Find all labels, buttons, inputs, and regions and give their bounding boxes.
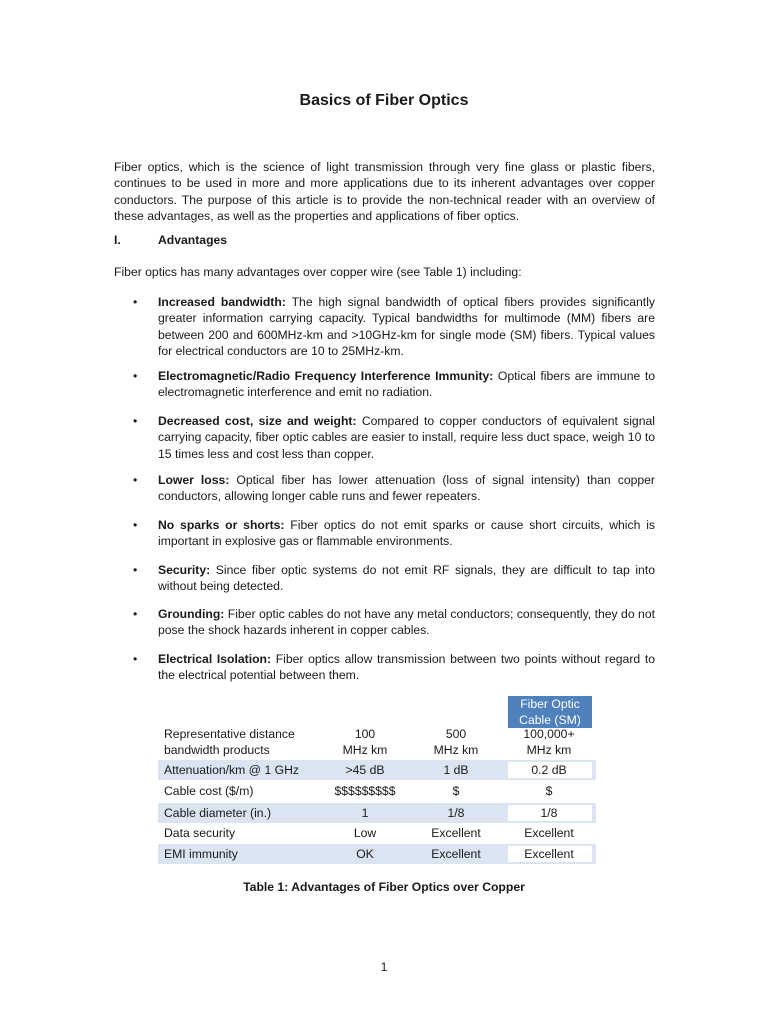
table-cell: OK (356, 847, 374, 861)
bullet-marker: • (133, 369, 138, 383)
table-cell: 1/8 (447, 806, 465, 820)
bullet-marker: • (133, 607, 138, 621)
table-cell: Excellent (431, 847, 481, 861)
page-number: 1 (380, 960, 388, 974)
cell-line: MHz km (526, 743, 572, 757)
cell-line: 100 (354, 727, 376, 741)
lead-paragraph: Fiber optics has many advantages over copper wire (see Table 1) including: (114, 265, 522, 279)
table-cell: 1 (361, 806, 369, 820)
bullet-term: Grounding: (158, 607, 225, 621)
table-cell: 0.2 dB (531, 763, 567, 777)
cell-line: MHz km (342, 743, 388, 757)
list-item (133, 606, 655, 639)
table-caption: Table 1: Advantages of Fiber Optics over Copper (243, 880, 525, 894)
header-line: Fiber Optic (520, 697, 580, 711)
bullet-term: Lower loss: (158, 473, 230, 487)
header-line: Cable (SM) (519, 713, 581, 727)
table-cell: $$$$$$$$$ (334, 784, 396, 798)
list-item (133, 413, 655, 462)
section-heading (114, 233, 227, 247)
bullet-text: Optical fibers are immune to electromagnetic interference and emit no radiation. (158, 369, 655, 400)
table-cell: 1 dB (443, 763, 469, 777)
table-cell: $ (452, 784, 460, 798)
table-row (158, 781, 596, 801)
bullet-text: Compared to copper conductors of equivalent signal carrying capacity, fiber optic cables are easier to install, require less duct space, weigh 10 to 15 times less and cost less than copper. (158, 414, 655, 461)
table-cell: Excellent (524, 826, 574, 840)
section-title: Advantages (158, 233, 228, 247)
cell-line: MHz km (433, 743, 479, 757)
bullet-term: No sparks or shorts: (158, 518, 285, 532)
list-item (133, 562, 655, 595)
document-title: Basics of Fiber Optics (299, 92, 469, 109)
bullet-text: Fiber optics allow transmission between two points without regard to the electrical potential between them. (158, 652, 655, 683)
cell-line: 500 (445, 727, 467, 741)
table-row (158, 823, 596, 843)
list-item (133, 517, 655, 550)
bullet-term: Decreased cost, size and weight: (158, 414, 357, 428)
table-cell: Excellent (524, 847, 574, 861)
cell-line: 100,000+ (523, 727, 575, 741)
intro-paragraph: Fiber optics, which is the science of light transmission through very fine glass or plastic fibers, continues to be used in more and more applications due to its inherent advantages over copper conductors. The purpose of this article is to provide the non-technical reader with an overview of these advantages, as well as the properties and applications of fiber optics. (114, 160, 655, 223)
table-cell: Low (353, 826, 377, 840)
section-number: I. (114, 233, 121, 247)
bullet-text: Fiber optics do not emit sparks or cause short circuits, which is important in explosive gas or flammable environments. (158, 518, 655, 549)
bullet-marker: • (133, 652, 138, 666)
table-cell (412, 726, 500, 758)
bullet-text: Fiber optic cables do not have any metal conductors; consequently, they do not pose the shock hazards inherent in copper cables. (158, 607, 655, 638)
bullet-term: Electrical Isolation: (158, 652, 272, 666)
row-label: Cable cost ($/m) (164, 784, 254, 798)
bullet-marker: • (133, 518, 138, 532)
list-item (133, 294, 655, 359)
row-label: Data security (164, 826, 236, 840)
list-item (133, 472, 655, 505)
bullet-term: Electromagnetic/Radio Frequency Interference Immunity: (158, 369, 494, 383)
row-label: EMI immunity (164, 847, 238, 861)
bullet-marker: • (133, 414, 138, 428)
bullet-text: The high signal bandwidth of optical fibers provides significantly greater information carrying capacity. Typical bandwidths for multimode (MM) fibers are between 200 and 600MHz-km and >10GHz-km for single mode (SM) fibers. Typical values for electrical conductors are 10 to 25MHz-km. (158, 295, 655, 358)
table-cell: 1/8 (540, 806, 558, 820)
table-cell (506, 726, 592, 758)
bullet-marker: • (133, 563, 138, 577)
bullet-text: Since fiber optic systems do not emit RF signals, they are difficult to tap into without being detected. (158, 563, 655, 594)
list-item (133, 651, 655, 684)
bullet-term: Security: (158, 563, 211, 577)
bullet-marker: • (133, 473, 138, 487)
table-header-fiber-optic (508, 696, 592, 728)
row-label: Attenuation/km @ 1 GHz (164, 763, 299, 777)
table-row (158, 803, 596, 823)
table-cell: >45 dB (345, 763, 385, 777)
bullet-text: Optical fiber has lower attenuation (loss of signal intensity) than copper conductors, allowing longer cable runs and fewer repeaters. (158, 473, 655, 504)
row-label: Cable diameter (in.) (164, 806, 272, 820)
table-row (158, 760, 596, 780)
bullet-term: Increased bandwidth: (158, 295, 286, 309)
table-cell (318, 726, 412, 758)
table-cell: Excellent (431, 826, 481, 840)
table-row (158, 844, 596, 864)
row-label-line: Representative distance (164, 727, 295, 741)
list-item (133, 368, 655, 401)
bullet-marker: • (133, 295, 138, 309)
table-row-label (164, 726, 295, 758)
row-label-line: bandwidth products (164, 743, 270, 757)
table-cell: $ (545, 784, 553, 798)
